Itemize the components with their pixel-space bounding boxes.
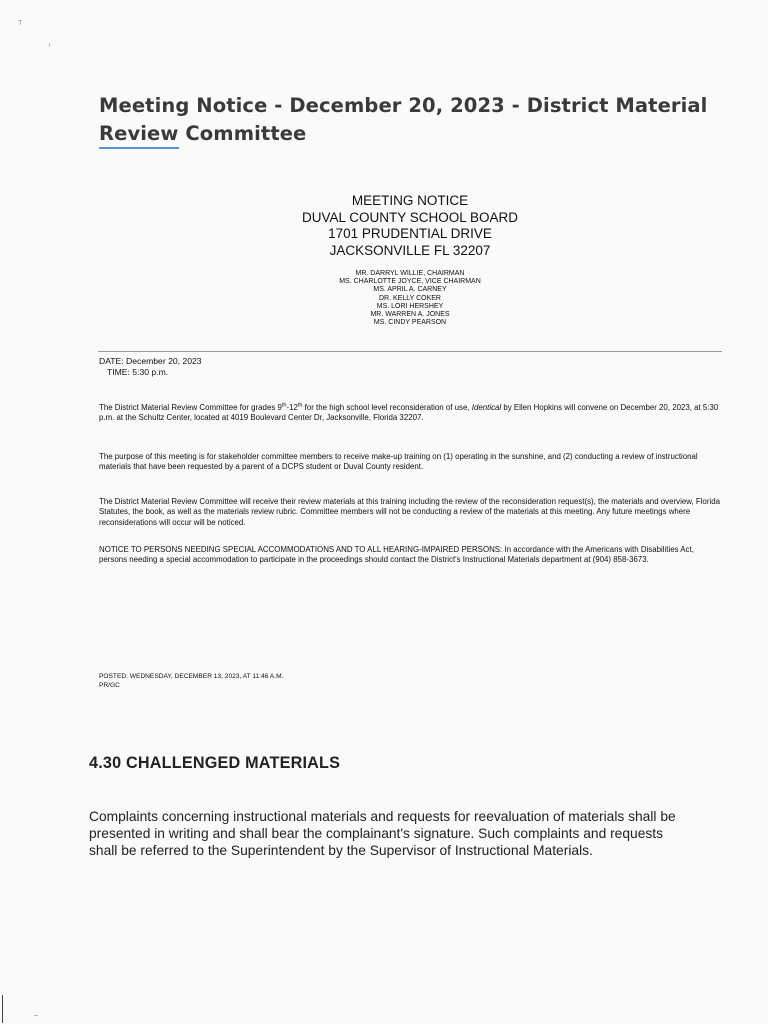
board-member: MS. LORI HERSHEY — [376, 302, 444, 310]
book-title: Identical — [471, 403, 502, 412]
page-title: Meeting Notice - December 20, 2023 - District Material Review Committee — [99, 94, 708, 145]
notice-header-line: 1701 PRUDENTIAL DRIVE — [328, 226, 492, 241]
board-member: DR. KELLY COKER — [379, 294, 441, 302]
board-member: MR. WARREN A. JONES — [370, 311, 450, 319]
scan-artifact — [49, 43, 50, 47]
board-member: MS. APRIL A. CARNEY — [373, 286, 447, 294]
title-underline — [99, 147, 179, 149]
review-materials-paragraph: The District Material Review Committee will receive their review materials at this training including the review of the reconsideration request(s), the materials and overview, Florida Statutes, the book, as well as the materials review rubric. Committee members will not be conducting a review of the materials at this meeting. Any future meetings where reconsiderations will occur will be noticed. — [99, 497, 720, 527]
paragraph-text: The District Material Review Committee for grades 9 — [99, 403, 282, 412]
notice-header — [200, 193, 620, 259]
board-member: MS. CINDY PEARSON — [373, 319, 447, 327]
accommodations-notice-paragraph: NOTICE TO PERSONS NEEDING SPECIAL ACCOMMODATIONS AND TO ALL HEARING-IMPAIRED PERSONS: In accordance with the Americans with Disabilities Act, persons needing a special accommodation to participate in the proceedings should contact the District's Instructional Materials department at (904) 858-3673. — [99, 545, 694, 565]
scan-artifact — [20, 20, 21, 25]
paragraph-text: by Ellen Hopkins will convene on December 20, 2023, at 5:30 p.m. at the Schultz Center, located at 4019 Boulevard Center Dr, Jacksonville, Florida 32207. — [99, 403, 719, 423]
section-body: Complaints concerning instructional materials and requests for reevaluation of materials shall be presented in writing and shall bear the complainant's signature. Such complaints and requests shall be referred to the Superintendent by the Supervisor of Instructional Materials. — [89, 809, 676, 858]
meeting-time: TIME: 5:30 p.m. — [107, 367, 169, 377]
meeting-date-time — [99, 356, 202, 378]
notice-header-line: DUVAL COUNTY SCHOOL BOARD — [301, 209, 519, 225]
board-member: MR. DARRYL WILLIE, CHAIRMAN — [355, 270, 465, 277]
superscript: th — [281, 402, 287, 409]
board-members-list — [250, 270, 570, 327]
posted-initials: PR/GC — [99, 681, 120, 689]
scan-artifact — [34, 1015, 38, 1016]
section-divider — [98, 351, 722, 352]
notice-header-line: MEETING NOTICE — [351, 193, 469, 208]
board-member: MS. CHARLOTTE JOYCE, VICE CHAIRMAN — [339, 278, 481, 286]
meeting-date: DATE: December 20, 2023 — [99, 356, 202, 366]
paragraph-text: -12 — [286, 403, 298, 412]
paragraph-text: for the high school level reconsideration of use, — [302, 403, 472, 412]
posted-info — [99, 673, 283, 690]
purpose-paragraph: The purpose of this meeting is for stakeholder committee members to receive make-up training on (1) operating in the sunshine, and (2) conducting a review of instructional materials that have been requested by a parent of a DCPS student or Duval County resident. — [99, 452, 698, 472]
notice-header-line: JACKSONVILLE FL 32207 — [329, 242, 491, 258]
posted-date: POSTED: WEDNESDAY, DECEMBER 13, 2023, AT 11:46 A.M. — [99, 673, 284, 680]
scan-artifact — [2, 995, 3, 1023]
superscript: th — [297, 402, 303, 409]
meeting-description-paragraph — [99, 403, 721, 424]
section-heading: 4.30 CHALLENGED MATERIALS — [89, 754, 341, 772]
